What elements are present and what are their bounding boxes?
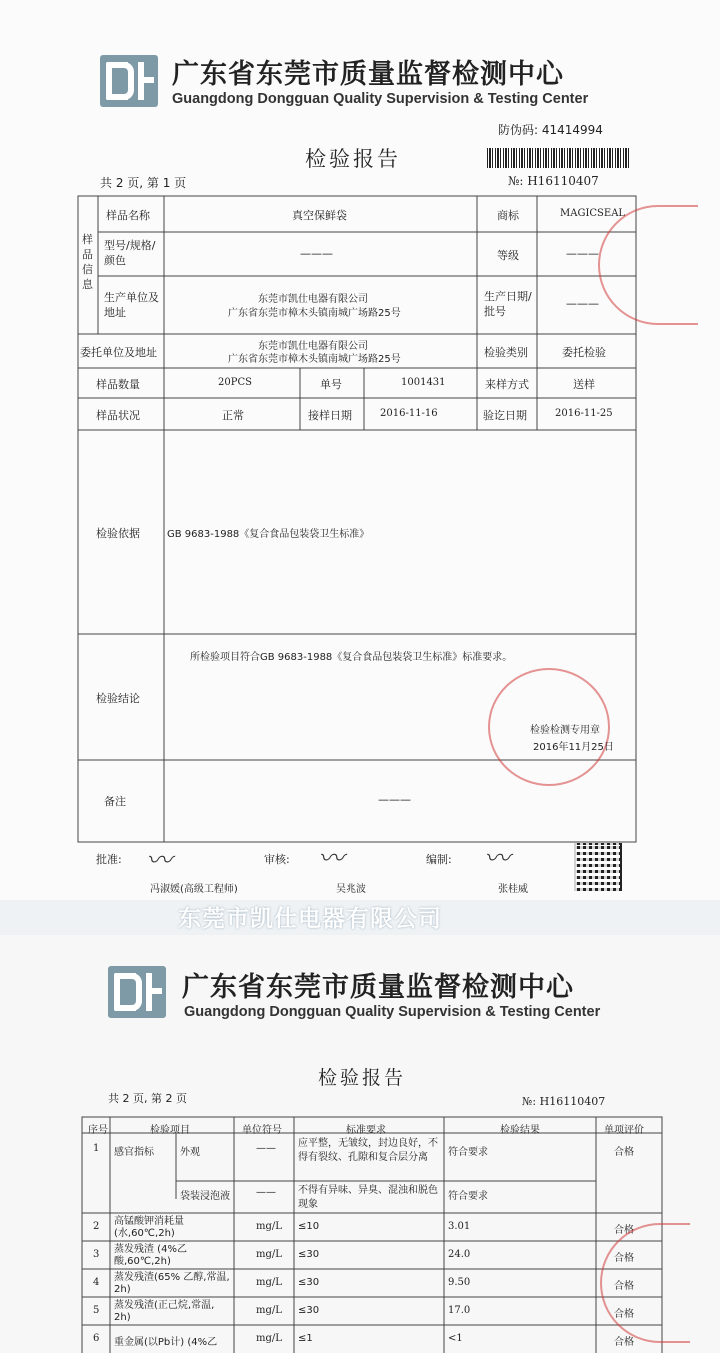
table-row-unit: —— xyxy=(256,1143,276,1154)
table-row-result: 3.01 xyxy=(448,1221,471,1232)
table-row-requirement: ≤30 xyxy=(298,1249,320,1260)
sampling-method: 送样 xyxy=(573,378,595,391)
table-row-requirement: ≤1 xyxy=(298,1333,313,1344)
center-name-en-2: Guangdong Dongguan Quality Supervision & Testing Center xyxy=(184,1004,601,1020)
report-title-2: 检验报告 xyxy=(318,1067,407,1089)
remark-label: 备注 xyxy=(104,795,126,808)
table-row-unit: mg/L xyxy=(256,1277,282,1288)
grade-value: ——— xyxy=(566,247,599,260)
table-row-requirement: ≤10 xyxy=(298,1221,320,1232)
receive-date: 2016-11-16 xyxy=(380,408,438,419)
center-name-cn-2: 广东省东莞市质量监督检测中心 xyxy=(182,972,574,1003)
producer-label: 生产单位及地址 xyxy=(104,291,159,319)
table-row-unit: mg/L xyxy=(256,1333,282,1344)
table-row-unit: —— xyxy=(256,1187,276,1198)
col-header-item: 检验项目 xyxy=(150,1125,190,1136)
producer-address: 广东省东莞市樟木头镇南城广场路25号 xyxy=(228,308,401,319)
table-row-no: 1 xyxy=(93,1143,100,1154)
table-row-no: 3 xyxy=(93,1249,100,1260)
table-row-result: <1 xyxy=(448,1333,463,1344)
report-title: 检验报告 xyxy=(305,147,401,171)
compile-label: 编制: xyxy=(426,853,452,866)
table-row-evaluation: 合格 xyxy=(614,1253,634,1264)
table-row-item: 蒸发残渣 (4%乙酸,60℃,2h) xyxy=(114,1244,187,1267)
table-row-unit: mg/L xyxy=(256,1305,282,1316)
order-number: 1001431 xyxy=(401,377,446,388)
table-row-result: 符合要求 xyxy=(448,1191,488,1202)
col-header-requirement: 标准要求 xyxy=(346,1125,386,1136)
table-row-no: 4 xyxy=(93,1277,100,1288)
production-date-label: 生产日期/批号 xyxy=(484,290,532,318)
order-label: 单号 xyxy=(320,378,342,391)
sample-name-label: 样品名称 xyxy=(106,209,150,222)
table-row-no: 2 xyxy=(93,1221,100,1232)
watermark-company: 东莞市凯仕电器有限公司 xyxy=(178,906,442,932)
report-number: №: H16110407 xyxy=(508,174,599,188)
table-row-requirement: ≤30 xyxy=(298,1305,320,1316)
client-address: 广东省东莞市樟木头镇南城广场路25号 xyxy=(228,354,401,365)
table-row-item: 高锰酸钾消耗量(水,60℃,2h) xyxy=(114,1216,184,1239)
remark-value: ——— xyxy=(378,793,411,806)
table-row-subitem: 袋装浸泡液 xyxy=(180,1191,230,1202)
test-type-label: 检验类别 xyxy=(484,346,528,359)
compiler-name: 张桂威 xyxy=(498,884,528,895)
table-row-no: 5 xyxy=(93,1305,100,1316)
table-row-evaluation: 合格 xyxy=(614,1337,634,1348)
table-row-no: 6 xyxy=(93,1333,100,1344)
table-row-evaluation: 合格 xyxy=(614,1225,634,1236)
table-row-item: 感官指标 xyxy=(114,1147,154,1158)
brand-label: 商标 xyxy=(497,209,519,222)
table-row-requirement: 应平整，无皱纹，封边良好，不得有裂纹、孔隙和复合层分离 xyxy=(298,1138,438,1163)
table-row-result: 符合要求 xyxy=(448,1147,488,1158)
approve-label: 批准: xyxy=(96,853,122,866)
table-row-result: 17.0 xyxy=(448,1305,471,1316)
receive-date-label: 接样日期 xyxy=(308,409,352,422)
col-header-evaluation: 单项评价 xyxy=(604,1125,644,1136)
grade-label: 等级 xyxy=(497,249,519,262)
production-date: ——— xyxy=(566,297,599,310)
approver-name: 冯淑媛(高级工程师) xyxy=(150,884,238,895)
col-header-unit: 单位符号 xyxy=(242,1125,282,1136)
sample-name: 真空保鲜袋 xyxy=(292,209,347,222)
conclusion-label: 检验结论 xyxy=(96,692,140,705)
table-row-unit: mg/L xyxy=(256,1221,282,1232)
review-label: 审核: xyxy=(264,853,290,866)
test-basis: GB 9683-1988《复合食品包装袋卫生标准》 xyxy=(167,529,370,540)
table-row-item: 重金属(以Pb计) (4%乙 xyxy=(114,1337,218,1348)
quantity: 20PCS xyxy=(218,377,252,388)
table-row-subitem: 外观 xyxy=(180,1147,200,1158)
anti-fake-code: 防伪码: 41414994 xyxy=(498,123,603,137)
section-label: 样品信息 xyxy=(82,233,93,291)
col-header-result: 检验结果 xyxy=(500,1125,540,1136)
client-name: 东莞市凯仕电器有限公司 xyxy=(258,341,368,352)
table-row-result: 24.0 xyxy=(448,1249,471,1260)
page-counter: 共 2 页, 第 1 页 xyxy=(100,176,187,190)
producer-name: 东莞市凯仕电器有限公司 xyxy=(258,294,368,305)
done-date: 2016-11-25 xyxy=(555,408,613,419)
table-row-result: 9.50 xyxy=(448,1277,471,1288)
table-row-requirement: 不得有异味、异臭、混浊和脱色现象 xyxy=(298,1185,438,1210)
conclusion-text: 所检验项目符合GB 9683-1988《复合食品包装袋卫生标准》标准要求。 xyxy=(190,652,513,663)
report-number-2: №: H16110407 xyxy=(522,1095,606,1108)
table-row-evaluation: 合格 xyxy=(614,1147,634,1158)
sample-status: 正常 xyxy=(222,409,244,422)
reviewer-signature: 〰 xyxy=(318,844,345,874)
table-row-unit: mg/L xyxy=(256,1249,282,1260)
model-value: ——— xyxy=(300,247,333,260)
status-label: 样品状况 xyxy=(96,409,140,422)
reviewer-name: 吴兆波 xyxy=(336,884,366,895)
table-row-requirement: ≤30 xyxy=(298,1277,320,1288)
table-row-item: 蒸发残渣(65% 乙醇,常温, 2h) xyxy=(114,1272,230,1295)
center-name-en: Guangdong Dongguan Quality Supervision & Testing Center xyxy=(172,91,589,107)
col-header-no: 序号 xyxy=(88,1125,108,1136)
seal-label: 检验检测专用章 xyxy=(530,725,600,736)
table-row-evaluation: 合格 xyxy=(614,1281,634,1292)
seal-date: 2016年11月25日 xyxy=(533,742,614,753)
table-row-item: 蒸发残渣(正己烷,常温, 2h) xyxy=(114,1300,215,1323)
done-date-label: 验讫日期 xyxy=(483,409,527,422)
page-counter-2: 共 2 页, 第 2 页 xyxy=(108,1092,187,1105)
center-name-cn: 广东省东莞市质量监督检测中心 xyxy=(172,59,564,90)
table-row-evaluation: 合格 xyxy=(614,1309,634,1320)
test-type: 委托检验 xyxy=(562,346,606,359)
report-page-2 xyxy=(0,935,720,1353)
brand-value: MAGICSEAL xyxy=(560,208,626,219)
compiler-signature: 〰 xyxy=(484,844,511,874)
sampling-label: 来样方式 xyxy=(485,378,529,391)
basis-label: 检验依据 xyxy=(96,527,140,540)
model-label: 型号/规格/颜色 xyxy=(104,239,156,267)
quantity-label: 样品数量 xyxy=(96,378,140,391)
client-label: 委托单位及地址 xyxy=(80,346,157,359)
qr-code xyxy=(574,843,622,891)
approver-signature: 〰 xyxy=(146,846,173,876)
